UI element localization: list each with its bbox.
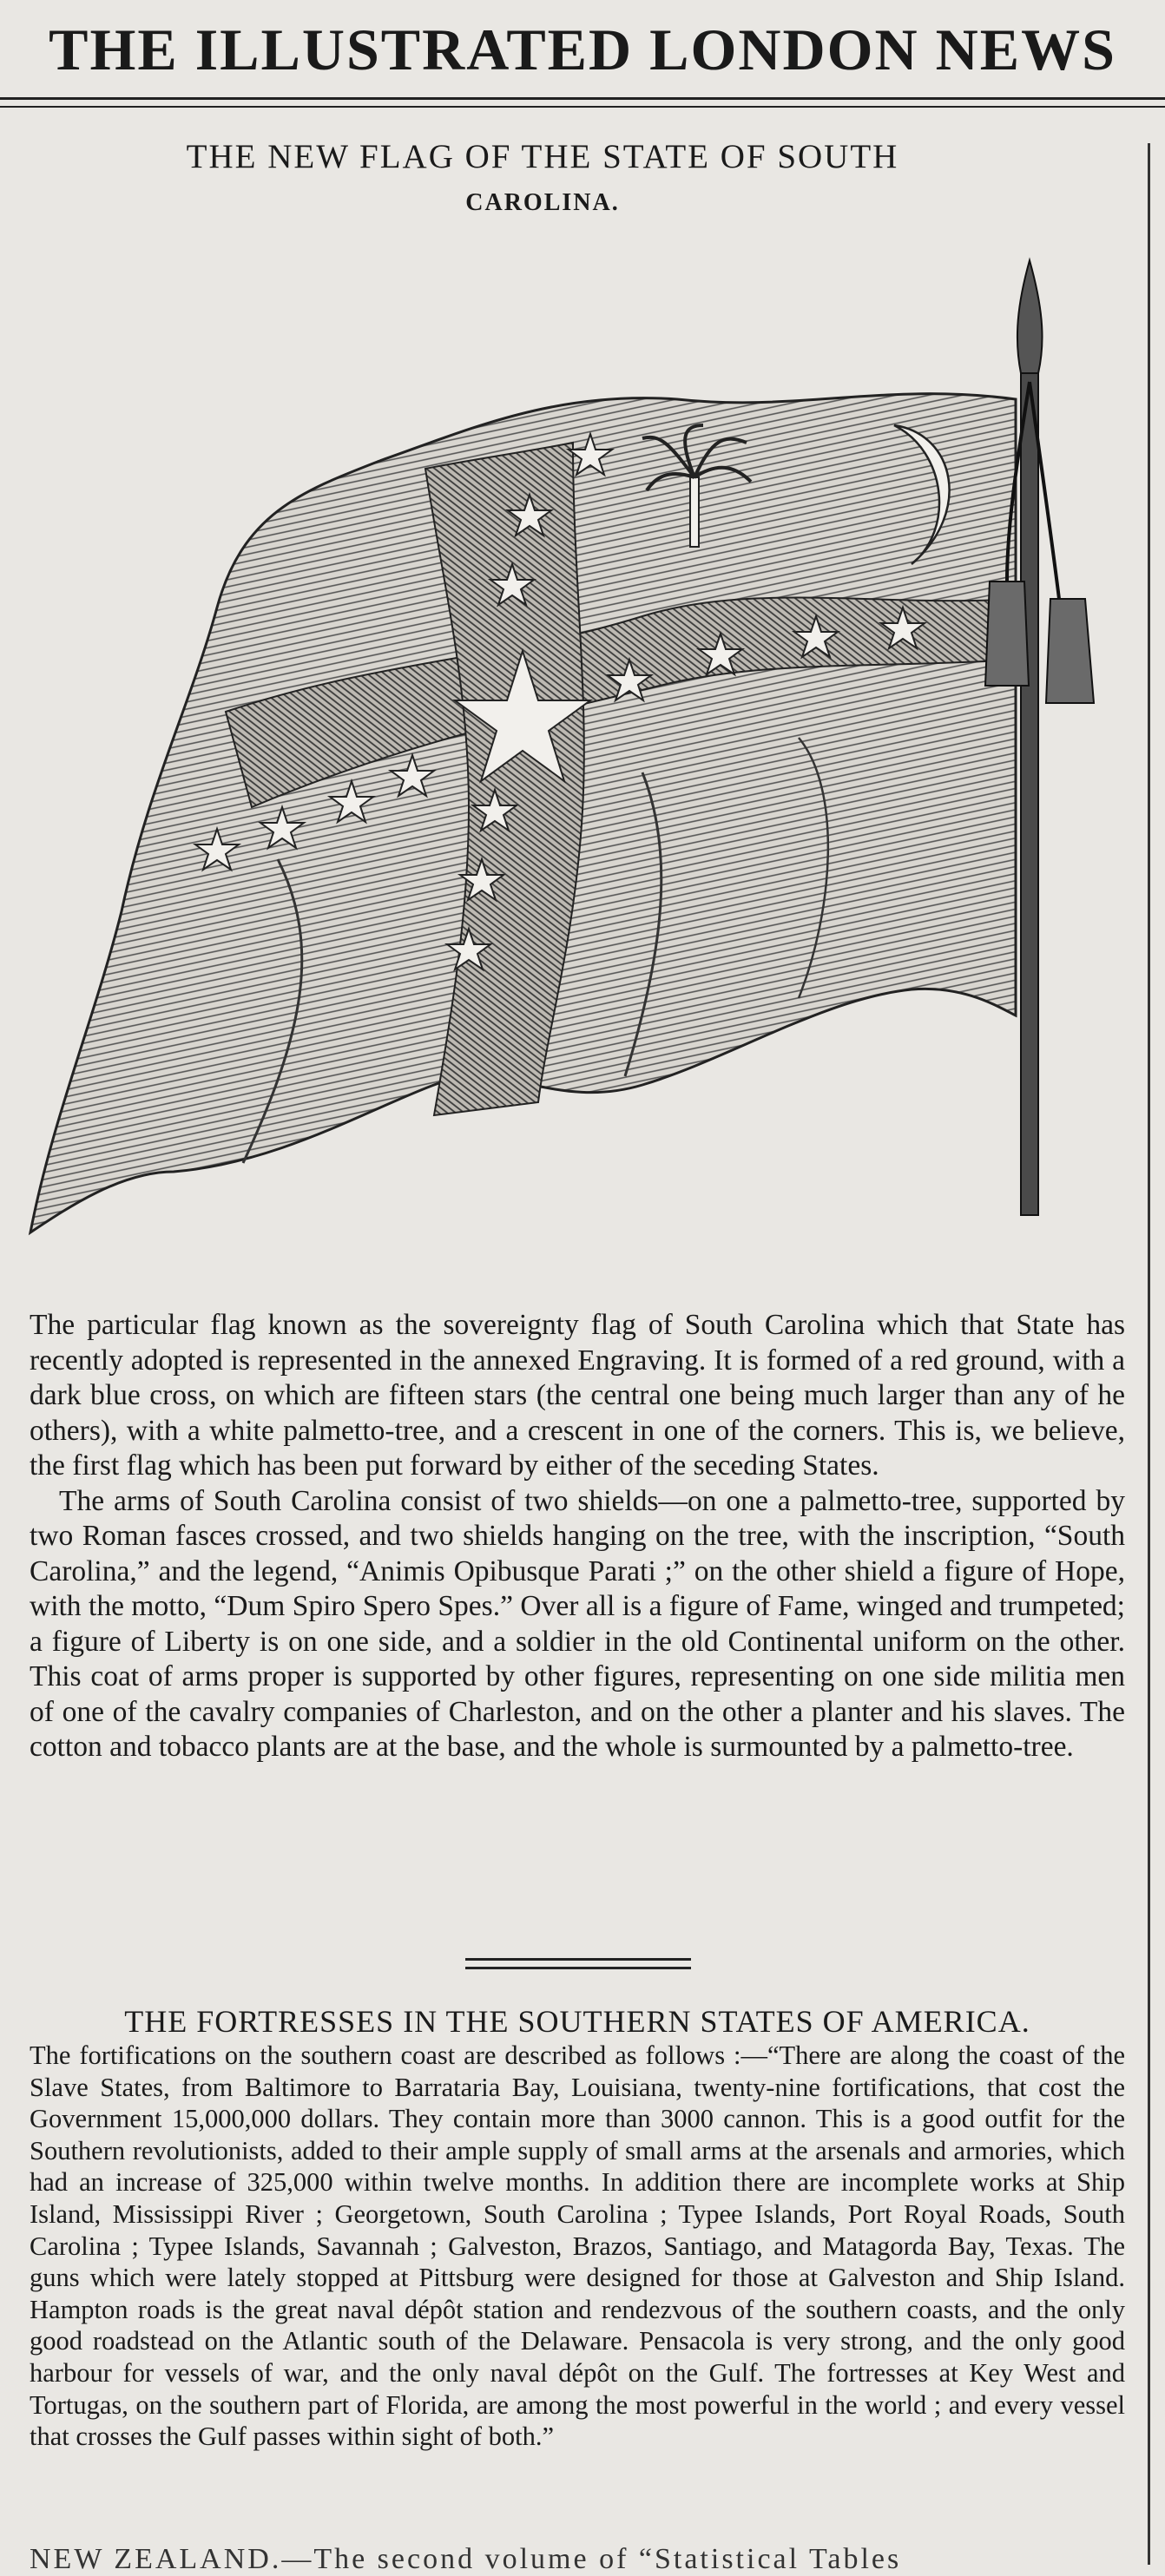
paragraph: The fortifications on the southern coast are described as follows :—“There are along the coast of the Slave States, from Baltimore to Barrataria Bay, Louisiana, twenty-nine fortifications, that cost the Government 15,000,000 dollars. They contain more than 3000 cannon. This is a good outfit for the Southern revolutionists, added to their ample supply of small arms at the arsenals and armories, which had an increase of 325,000 within twelve months. In addition there are incomplete works at Ship Island, Mississippi River ; Georgetown, South Carolina ; Typee Islands, Port Royal Roads, South Carolina ; Typee Islands, Savannah ; Galveston, Brazos, Santiago, and Matagorda Bay, Texas. The guns which were lately stopped at Pittsburg were designed for those at Galveston and Ship Island. Hampton roads is the great naval dépôt station and rendezvous of the southern coasts, and the only good roadstead on the Atlantic south of the Delaware. Pensacola is very strong, and the only good harbour for vessels of war, and the only naval dépôt on the Gulf. The fortresses at Key West and Tortugas, on the southern part of Florida, are among the most powerful in the world ; and every vessel that crosses the Gulf passes within sight of both.” (30, 2040, 1125, 2452)
section-divider (465, 1967, 691, 1969)
paragraph: The arms of South Carolina consist of two shields—on one a palmetto-tree, supported by two Roman fasces crossed, and two shields hanging on the tree, with the inscription, “South Carolina,” and the legend, “Animis Opibusque Parati ;” on the other shield a figure of Hope, with the motto, “Dum Spiro Spero Spes.” Over all is a figure of Fame, winged and trumpeted; a figure of Liberty is on one side, and a soldier in the old Continental uniform on the other. This coat of arms proper is supported by other figures, representing on one side militia men of one of the cavalry companies of Charleston, and on the other a planter and his slaves. The cotton and tobacco plants are at the base, and the whole is surmounted by a palmetto-tree. (30, 1484, 1125, 1763)
next-article-partial: NEW ZEALAND.—The second volume of “Statistical Tables (30, 2543, 902, 2575)
masthead-rule-top (0, 97, 1165, 100)
article-title-continued: CAROLINA. (465, 189, 620, 216)
article-body (30, 1308, 1125, 1765)
masthead: THE ILLUSTRATED LONDON NEWS (49, 16, 1116, 82)
article-title: THE NEW FLAG OF THE STATE OF SOUTH (186, 138, 899, 175)
paragraph: The particular flag known as the sovereignty flag of South Carolina which that State has recently adopted is represented in the annexed Engraving. It is formed of a red ground, with a dark blue cross, on which are fifteen stars (the central one being much larger than any of he others), with a white palmetto-tree, and a crescent in one of the corners. This is, we believe, the first flag which has been put forward by either of the seceding States. (30, 1309, 1125, 1482)
section-divider (465, 1958, 691, 1961)
flag-engraving (17, 252, 1137, 1293)
article-body (30, 2040, 1125, 2453)
article-title: THE FORTRESSES IN THE SOUTHERN STATES OF AMERICA. (124, 2004, 1030, 2039)
spearhead-icon (1017, 260, 1043, 373)
masthead-rule-bottom (0, 106, 1165, 108)
flag-staff (1021, 347, 1038, 1215)
column-rule (1148, 143, 1150, 2565)
